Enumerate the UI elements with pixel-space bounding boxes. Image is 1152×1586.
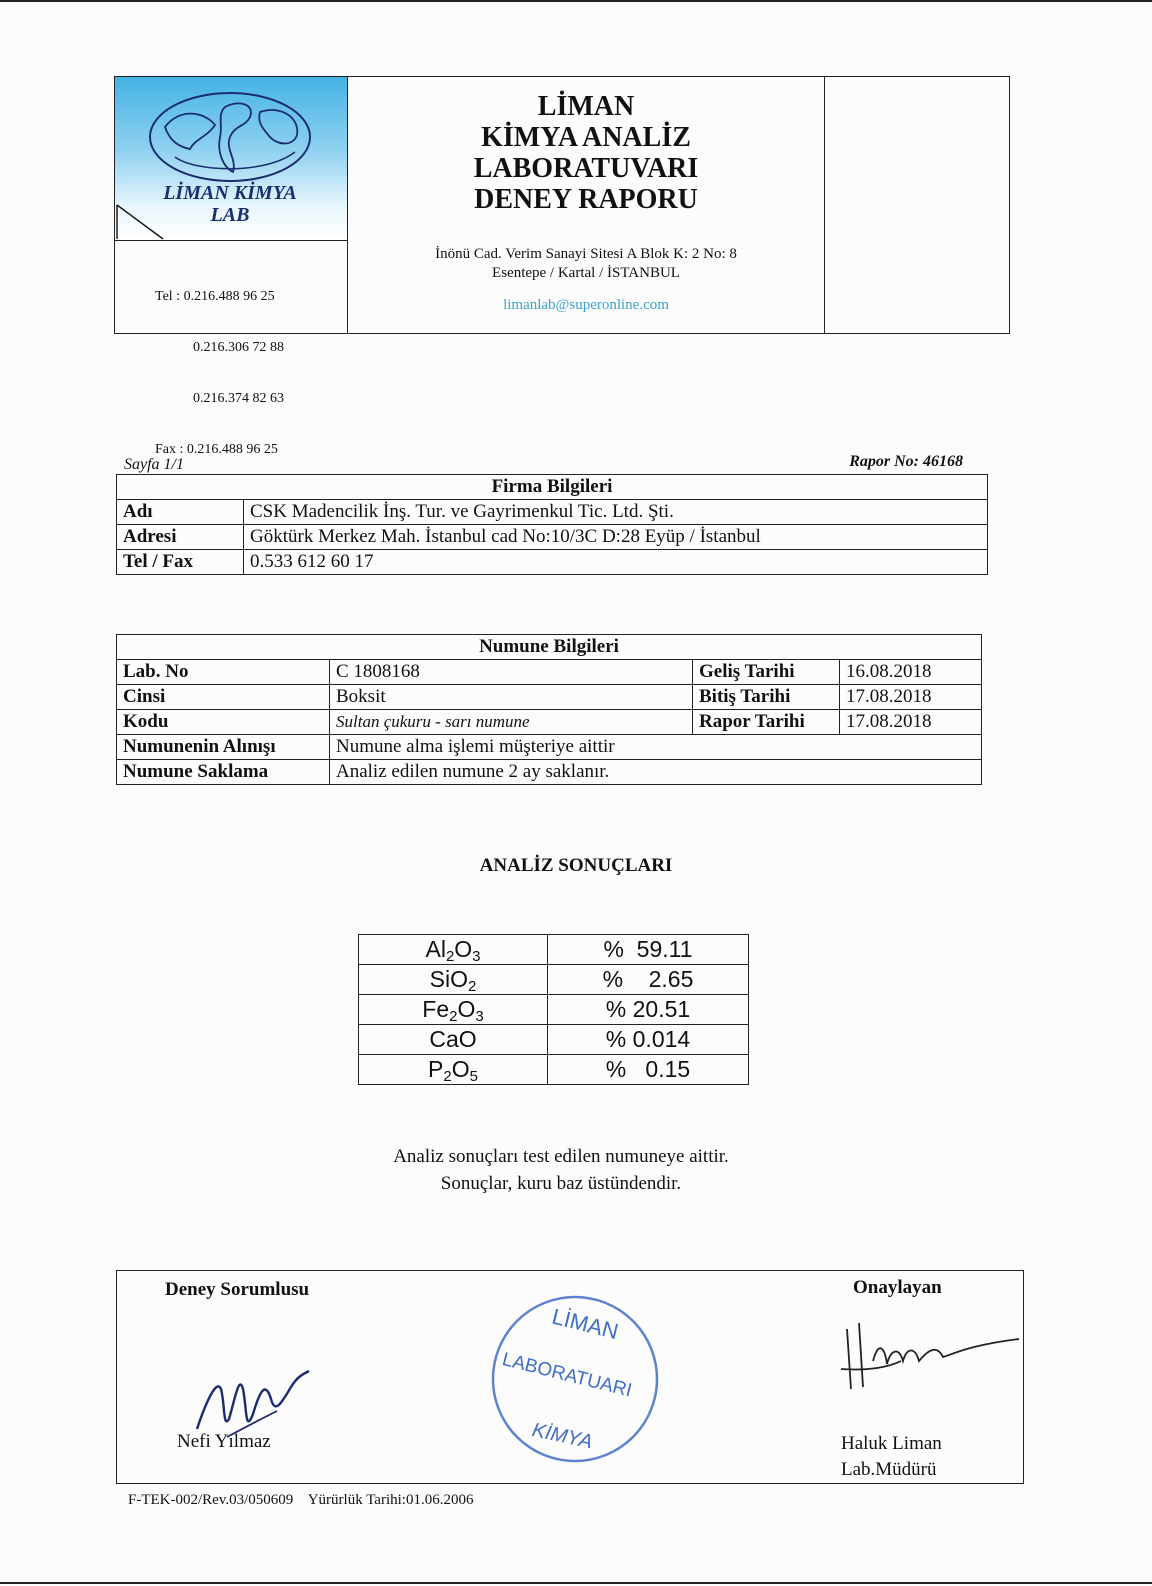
table-row (359, 995, 749, 1025)
arrival-date-label: Geliş Tarihi (693, 660, 840, 685)
sample-info-table (116, 634, 982, 785)
lab-logo (115, 77, 348, 241)
logo-line-2: LAB (210, 204, 250, 226)
table-row (117, 660, 982, 685)
tester-title: Deney Sorumlusu (165, 1279, 310, 1300)
table-row (117, 635, 982, 660)
table-row (117, 710, 982, 735)
results-note (0, 1143, 1122, 1197)
folded-corner-icon (115, 203, 165, 241)
effective-date: Yürürlük Tarihi:01.06.2006 (307, 1492, 474, 1508)
report-title (347, 91, 825, 215)
lab-no-label: Lab. No (117, 660, 330, 685)
title-line-3: LABORATUVARI (473, 153, 699, 184)
company-address-label: Adresi (117, 525, 244, 550)
results-table (358, 934, 749, 1085)
lab-address (347, 245, 825, 283)
sampling-value: Numune alma işlemi müşteriye aittir (330, 735, 982, 760)
analysis-results-title: ANALİZ SONUÇLARI (479, 855, 673, 876)
tel-line-2: 0.216.306 72 88 (193, 340, 284, 355)
code-label: Kodu (117, 710, 330, 735)
sample-info-title: Numune Bilgileri (117, 635, 982, 660)
address-line-2: Esentepe / Kartal / İSTANBUL (492, 265, 680, 281)
approver-name: Haluk Liman (841, 1433, 942, 1454)
report-number: Rapor No: 46168 (849, 453, 963, 470)
compound-sio2: SiO$_2$ (359, 965, 548, 995)
title-line-4: DENEY RAPORU (474, 184, 698, 215)
table-row (359, 1025, 749, 1055)
end-date-value: 17.08.2018 (840, 685, 982, 710)
arrival-date-value: 16.08.2018 (840, 660, 982, 685)
approver-title: Onaylayan (853, 1277, 942, 1298)
table-row (117, 550, 988, 575)
form-code: F-TEK-002/Rev.03/050609 (128, 1492, 294, 1508)
company-info-table (116, 474, 988, 575)
value-fe2o3: % 20.51 (548, 995, 749, 1025)
company-name-label: Adı (117, 500, 244, 525)
company-phone-label: Tel / Fax (117, 550, 244, 575)
code-value: Sultan çukuru - sarı numune (330, 710, 693, 735)
tel-line-1: Tel : 0.216.488 96 25 (155, 289, 275, 304)
value-sio2: % 2.65 (548, 965, 749, 995)
table-row (117, 500, 988, 525)
title-line-1: LİMAN (537, 91, 635, 122)
type-label: Cinsi (117, 685, 330, 710)
address-line-1: İnönü Cad. Verim Sanayi Sitesi A Blok K: 2 No: 8 (435, 246, 737, 262)
table-row (117, 760, 982, 785)
storage-label: Numune Saklama (117, 760, 330, 785)
lab-no-value: C 1808168 (330, 660, 693, 685)
bottom-border (0, 1582, 1152, 1584)
company-address-value: Göktürk Merkez Mah. İstanbul cad No:10/3C D:28 Eyüp / İstanbul (244, 525, 988, 550)
table-row (359, 965, 749, 995)
signature-box (116, 1270, 1024, 1484)
compound-p2o5: $P_2O_5$ (359, 1055, 548, 1085)
sampling-label: Numunenin Alınışı (117, 735, 330, 760)
company-phone-value: 0.533 612 60 17 (244, 550, 988, 575)
table-row (117, 475, 988, 500)
page-number: Sayfa 1/1 (124, 456, 184, 473)
title-line-2: KİMYA ANALİZ (481, 122, 691, 153)
tester-name: Nefi Yılmaz (177, 1431, 271, 1452)
form-footer (128, 1492, 473, 1509)
approver-role: Lab.Müdürü (841, 1459, 937, 1480)
compound-fe2o3: $Fe_2O_3$ (359, 995, 548, 1025)
lab-email[interactable]: limanlab@superonline.com (503, 297, 669, 313)
contact-box (115, 240, 348, 457)
report-date-label: Rapor Tarihi (693, 710, 840, 735)
table-row (117, 525, 988, 550)
company-info-title: Firma Bilgileri (117, 475, 988, 500)
fax-line: Fax : 0.216.488 96 25 (155, 442, 278, 457)
stamp-top-text: LİMAN (549, 1303, 621, 1345)
logo-line-1: LİMAN KİMYA (163, 182, 297, 204)
tel-line-3: 0.216.374 82 63 (193, 391, 284, 406)
stamp-middle-text: LABORATUARI (500, 1349, 634, 1402)
table-row (359, 1055, 749, 1085)
storage-value: Analiz edilen numune 2 ay saklanır. (330, 760, 982, 785)
lab-stamp (485, 1285, 665, 1470)
approver-info (841, 1431, 942, 1483)
table-row (359, 935, 749, 965)
compound-al2o3: $Al_2O_3$ (359, 935, 548, 965)
value-p2o5: % 0.15 (548, 1055, 749, 1085)
compound-cao: CaO (359, 1025, 548, 1055)
report-header (114, 76, 1010, 457)
company-name-value: CSK Madencilik İnş. Tur. ve Gayrimenkul Tic. Ltd. Şti. (244, 500, 988, 525)
top-border (0, 0, 1152, 2)
type-value: Boksit (330, 685, 693, 710)
end-date-label: Bitiş Tarihi (693, 685, 840, 710)
table-row (117, 735, 982, 760)
report-date-value: 17.08.2018 (840, 710, 982, 735)
value-al2o3: % 59.11 (548, 935, 749, 965)
note-line-1: Analiz sonuçları test edilen numuneye aittir. (393, 1146, 729, 1167)
stamp-bottom-text: KİMYA (530, 1419, 595, 1454)
globe-icon (145, 87, 315, 187)
note-line-2: Sonuçlar, kuru baz üstündendir. (440, 1173, 682, 1194)
table-row (117, 685, 982, 710)
approver-signature (829, 1309, 1025, 1399)
title-box (347, 77, 825, 333)
value-cao: % 0.014 (548, 1025, 749, 1055)
